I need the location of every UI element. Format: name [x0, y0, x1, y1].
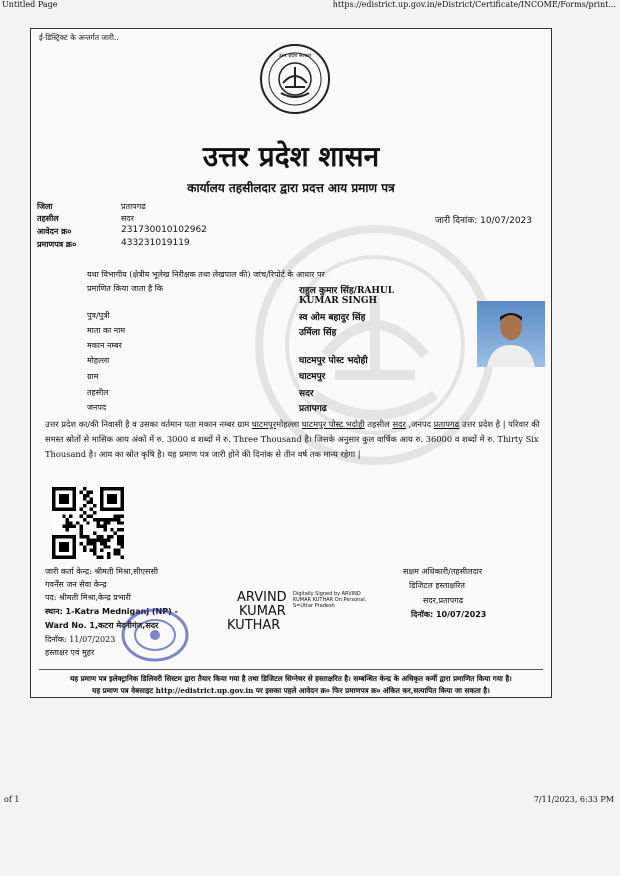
issuer-line-2: गवर्नेंस जन सेवा केन्द्र [45, 580, 107, 589]
issuer-line-6: दिनॉक: 11/07/2023 [45, 635, 116, 644]
officer-line-4: दिनॉक: 10/07/2023 [411, 610, 487, 619]
certificate-no-value: 433231019119 [121, 238, 190, 248]
father-value: स्व ओम बहादुर सिंह [299, 313, 366, 323]
certificate-paragraph [45, 417, 545, 462]
certificate [30, 28, 552, 698]
certify-line: प्रमाणित किया जाता है कि [87, 284, 164, 293]
issue-date: जारी दिनांक: 10/07/2023 [435, 216, 532, 226]
application-value: 231730010102962 [121, 225, 207, 235]
digital-signature [227, 590, 367, 633]
stamp-seal-icon [119, 607, 191, 663]
applicant-name: राहुल कुमार सिंह/RAHUL [299, 286, 395, 296]
para-text-3: तहसील [364, 419, 393, 429]
applicant-name-2: KUMAR SINGH [299, 296, 378, 306]
mother-value: उर्मिला सिंह [299, 328, 337, 338]
person-photo-icon [477, 301, 545, 367]
issuer-line-5: Ward No. 1,कटरा मेदनीगंज,सदर [45, 621, 159, 630]
certificate-no-label: प्रमाणपत्र क्र० [37, 239, 77, 249]
application-label: आवेदन क्र० [37, 226, 72, 236]
print-datetime: 7/11/2023, 6:33 PM [533, 795, 614, 804]
print-url: https://edistrict.up.gov.in/eDistrict/Certificate/INCOME/Forms/print... [332, 0, 616, 9]
para-text-4: ,जनपद [405, 419, 434, 429]
officer-line-1: सक्षम अधिकारी/तहसीलदार [403, 567, 483, 576]
page-count: of 1 [4, 795, 20, 804]
print-page-title: Untitled Page [2, 0, 58, 9]
district-label: जिला [37, 201, 53, 211]
para-text-1: उत्तर प्रदेश का/की निवासी है व उसका वर्तमान पता मकान नम्बर ग्राम [45, 419, 252, 429]
footer-divider [39, 669, 543, 670]
house-label: मकान नम्बर [87, 341, 122, 350]
para-text-5: उत्तर प्रदेश है | परिवार की समस्त स्रोतों से मासिक आय अंकों में रु. 3000 व शब्दों में रु. Three Thousand है। जिसके अनुसार कुल वार्षिक आय रु. 36000 व शब्दों में रु. Thirty Six Thousand है। आय का स्रोत कृषि है। यह प्रमाण पत्र जारी होने की दिनांक से तीन वर्ष तक मान्य रहेगा | [45, 419, 540, 459]
village-value: घाटमपुर [299, 372, 326, 382]
print-header [0, 0, 620, 12]
intro-line: यथा विभागीय (क्षेत्रीय भूलेख निरीक्षक तथा लेखपाल की) जांच/रिपोर्ट के आधार पर [87, 270, 325, 279]
tehsil2-value: सदर [299, 389, 314, 399]
para-locality: घाटमपुर पोस्ट भदोही [301, 419, 365, 429]
issuer-line-3: पद: श्रीमती मिश्रा,केन्द्र प्रभारी [45, 593, 131, 602]
issuer-line-7: हस्ताक्षर एवं मुहर [45, 648, 95, 657]
certificate-heading: उत्तर प्रदेश शासन [202, 140, 380, 173]
footer-line-2: यह प्रमाण पत्र वेबसाइट http://edistrict.up.gov.in पर इसका पहले आवेदन क्र० फिर प्रमाणपत्र क्र० अंकित कर,सत्यापित किया जा सकता है। [92, 686, 490, 695]
para-village: घाटमपुर [251, 419, 277, 429]
para-tehsil: सदर [392, 419, 406, 429]
top-note: ई-डिस्ट्रिक्ट के अन्तर्गत जारी.. [39, 33, 119, 42]
tehsil-value: सदर [121, 214, 134, 223]
emblem-text: उत्तर प्रदेश सरकार [278, 53, 312, 59]
para-text-2: मोहल्ला [276, 419, 302, 429]
father-label: पुत्र/पुत्री [87, 311, 110, 320]
janpad-value: प्रतापगढ [299, 404, 327, 414]
issuer-line-1: जारी कर्ता केन्द्र: श्रीमती मिश्रा,सीएससी [45, 567, 158, 576]
up-govt-emblem-icon [259, 43, 331, 115]
footer-line-1: यह प्रमाण पत्र इलेक्ट्रानिक डिलिवरी सिस्टम द्वारा तैयार किया गया है तथा डिजिटल सिग्नेचर से हस्ताक्षरित है। सम्बन्धित केन्द्र के अधिकृत कर्मी द्वारा प्रमाणित किया गया है। [70, 674, 512, 683]
district-value: प्रतापगढ [121, 202, 146, 211]
tehsil-label: तहसील [37, 213, 59, 223]
digital-name-2: KUMAR [239, 604, 286, 619]
locality-label: मोहल्ला [87, 356, 110, 365]
janpad-label: जनपद [87, 403, 107, 412]
digital-signed-note: Digitally Signed by ARVIND KUMAR KUTHAR On:Personal, S=Uttar Pradesh [293, 591, 367, 609]
para-janpad: प्रतापगढ [433, 419, 460, 429]
issuer-line-4: स्थान: 1-Katra Medniganj (NP) - [45, 607, 178, 616]
mother-label: माता का नाम [87, 326, 126, 335]
digital-name-3: KUTHAR [227, 618, 281, 633]
officer-line-3: सदर,प्रतापगढ [423, 596, 464, 605]
tehsil2-label: तहसील [87, 388, 109, 397]
qr-code-icon [49, 487, 127, 559]
officer-line-2: डिजिटल हस्ताक्षरित [409, 581, 465, 590]
digital-name-1: ARVIND [237, 590, 287, 605]
certificate-subheading: कार्यालय तहसीलदार द्वारा प्रदत्त आय प्रमाण पत्र [187, 181, 395, 195]
village-label: ग्राम [87, 372, 99, 381]
locality-value: घाटमपुर पोस्ट भदोही [299, 356, 368, 366]
applicant-photo [477, 301, 545, 367]
